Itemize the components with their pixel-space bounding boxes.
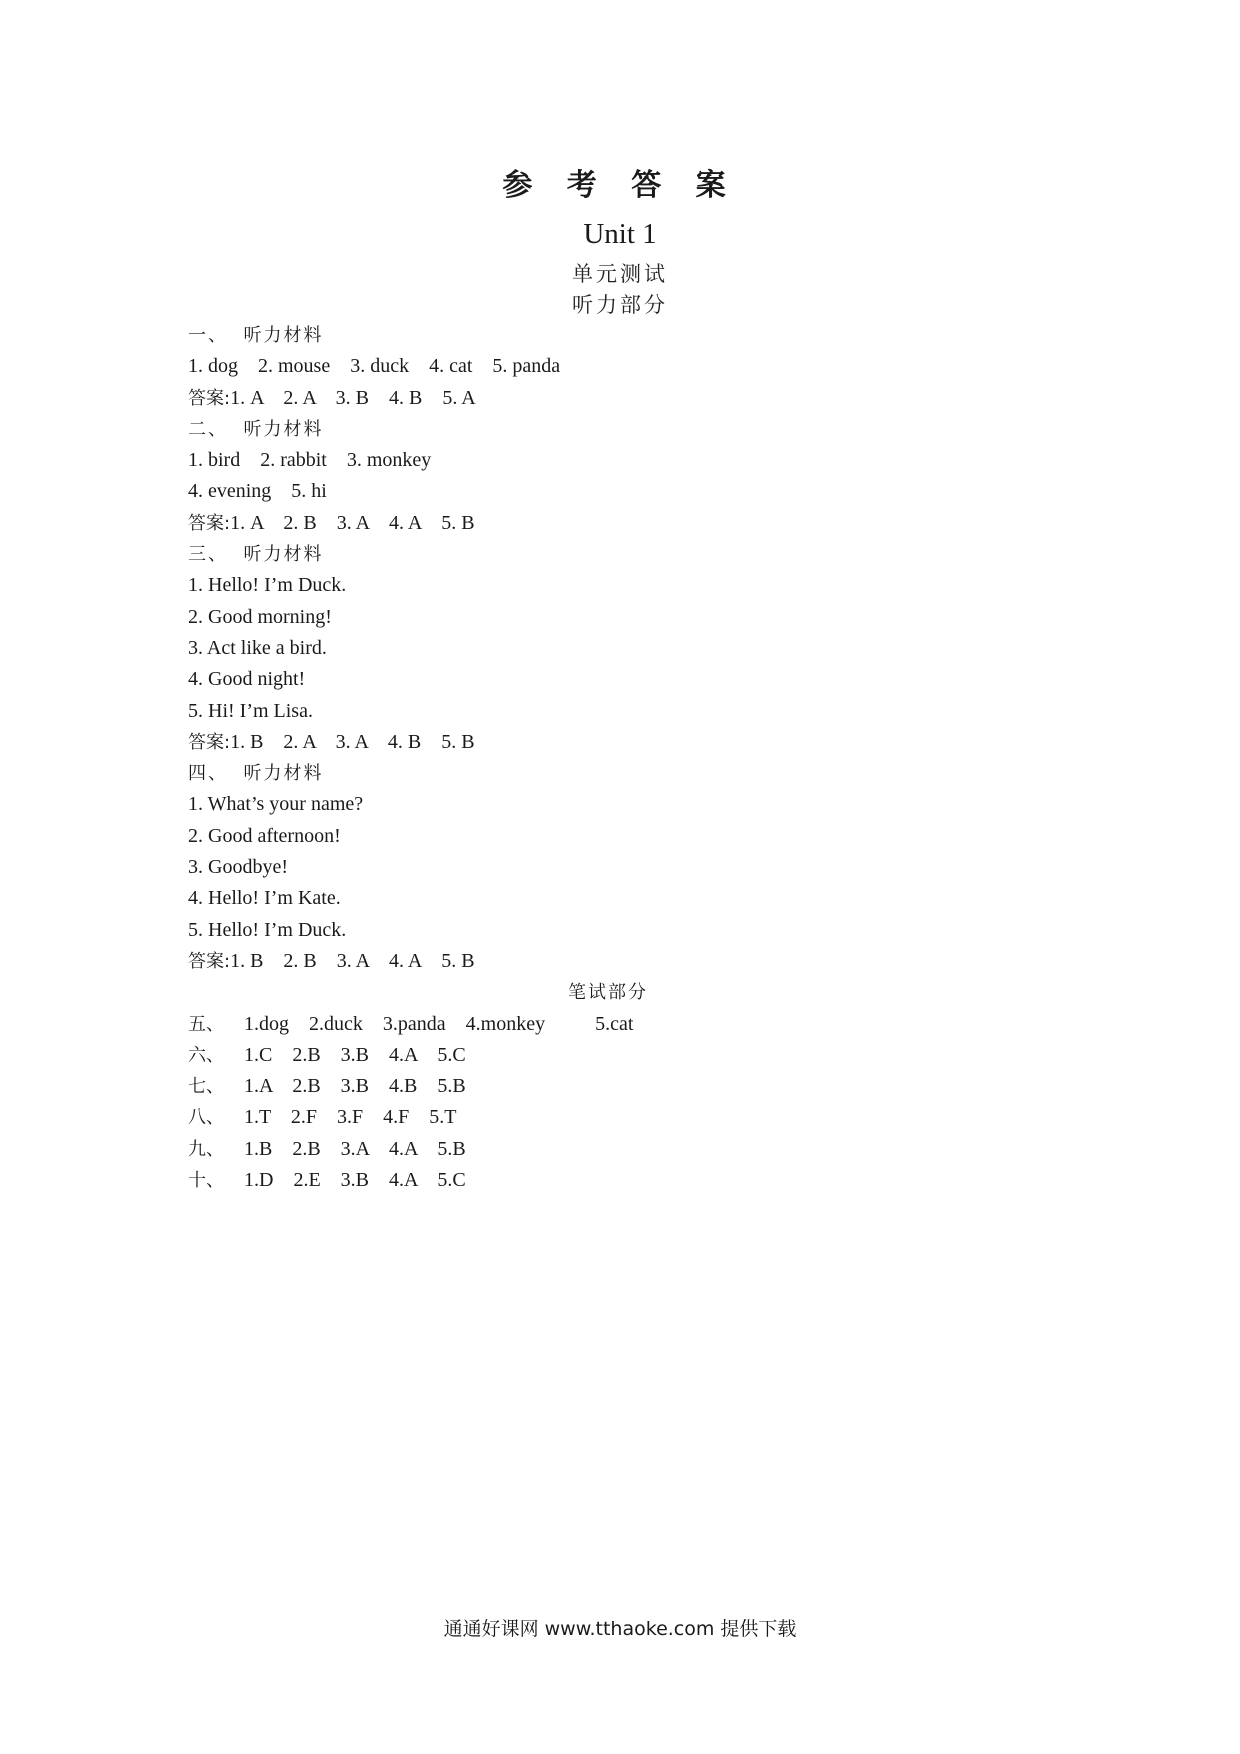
unit-heading: Unit 1 [583, 218, 657, 250]
question-number: 六、 [188, 1044, 224, 1066]
listening-line: 4. Hello! I’m Kate. [188, 887, 341, 910]
answer-values: 1. B 2. A 3. A 4. B 5. B [230, 730, 475, 753]
written-answer-row [188, 1009, 1088, 1040]
answer-label: 答案: [188, 512, 231, 534]
listening-line: 1. What’s your name? [188, 793, 364, 816]
written-answer-values: 1.B 2.B 3.A 4.A 5.B [244, 1137, 466, 1160]
written-answer-values: 1.dog 2.duck 3.panda 4.monkey 5.cat [244, 1012, 634, 1035]
listening-line: 2. Good afternoon! [188, 824, 341, 847]
question-number: 九、 [188, 1138, 224, 1160]
answer-values: 1. B 2. B 3. A 4. A 5. B [230, 949, 475, 972]
question-number: 五、 [188, 1013, 224, 1035]
answer-label: 答案: [188, 950, 231, 972]
unit-test-subtitle: 单元测试 [572, 262, 668, 286]
page-title: 参 考 答 案 [502, 168, 738, 203]
listening-heading-3: 三、 听力材料 [188, 544, 324, 566]
listening-line: 3. Goodbye! [188, 856, 288, 879]
answer-label: 答案: [188, 387, 231, 409]
written-answer-row [188, 1134, 1088, 1165]
listening-heading-4: 四、 听力材料 [188, 763, 324, 785]
download-footer: 通通好课网 www.tthaoke.com 提供下载 [443, 1618, 797, 1640]
answer-label: 答案: [188, 731, 231, 753]
written-section-heading: 笔试部分 [568, 982, 648, 1004]
question-number: 十、 [188, 1170, 224, 1192]
answer-line-1 [188, 383, 1088, 414]
listening-section-subtitle: 听力部分 [572, 293, 668, 317]
listening-line: 5. Hi! I’m Lisa. [188, 699, 313, 722]
listening-heading-2: 二、 听力材料 [188, 418, 324, 440]
listening-heading-1: 一、 听力材料 [188, 325, 324, 346]
listening-line: 1. dog 2. mouse 3. duck 4. cat 5. panda [188, 355, 561, 378]
answer-content [188, 320, 1088, 1196]
written-answer-values: 1.T 2.F 3.F 4.F 5.T [244, 1106, 457, 1129]
answer-values: 1. A 2. B 3. A 4. A 5. B [230, 511, 475, 534]
question-number: 七、 [188, 1076, 224, 1098]
written-answer-row [188, 1165, 1088, 1196]
answer-line-3 [188, 727, 1088, 758]
question-number: 八、 [188, 1107, 224, 1129]
written-answer-row [188, 1071, 1088, 1102]
written-answer-row [188, 1102, 1088, 1133]
listening-line: 1. bird 2. rabbit 3. monkey [188, 449, 432, 472]
written-answer-values: 1.D 2.E 3.B 4.A 5.C [244, 1169, 466, 1192]
listening-line: 4. evening 5. hi [188, 480, 327, 503]
listening-line: 5. Hello! I’m Duck. [188, 918, 347, 941]
answer-line-2 [188, 508, 1088, 539]
listening-line: 3. Act like a bird. [188, 636, 327, 659]
listening-line: 4. Good night! [188, 668, 306, 691]
answer-line-4 [188, 946, 1088, 977]
listening-line: 1. Hello! I’m Duck. [188, 574, 347, 597]
written-answer-values: 1.C 2.B 3.B 4.A 5.C [244, 1043, 466, 1066]
written-answers [188, 1009, 1088, 1197]
written-answer-values: 1.A 2.B 3.B 4.B 5.B [244, 1075, 466, 1098]
answer-values: 1. A 2. A 3. B 4. B 5. A [230, 386, 476, 409]
listening-line: 2. Good morning! [188, 605, 332, 628]
written-answer-row [188, 1040, 1088, 1071]
